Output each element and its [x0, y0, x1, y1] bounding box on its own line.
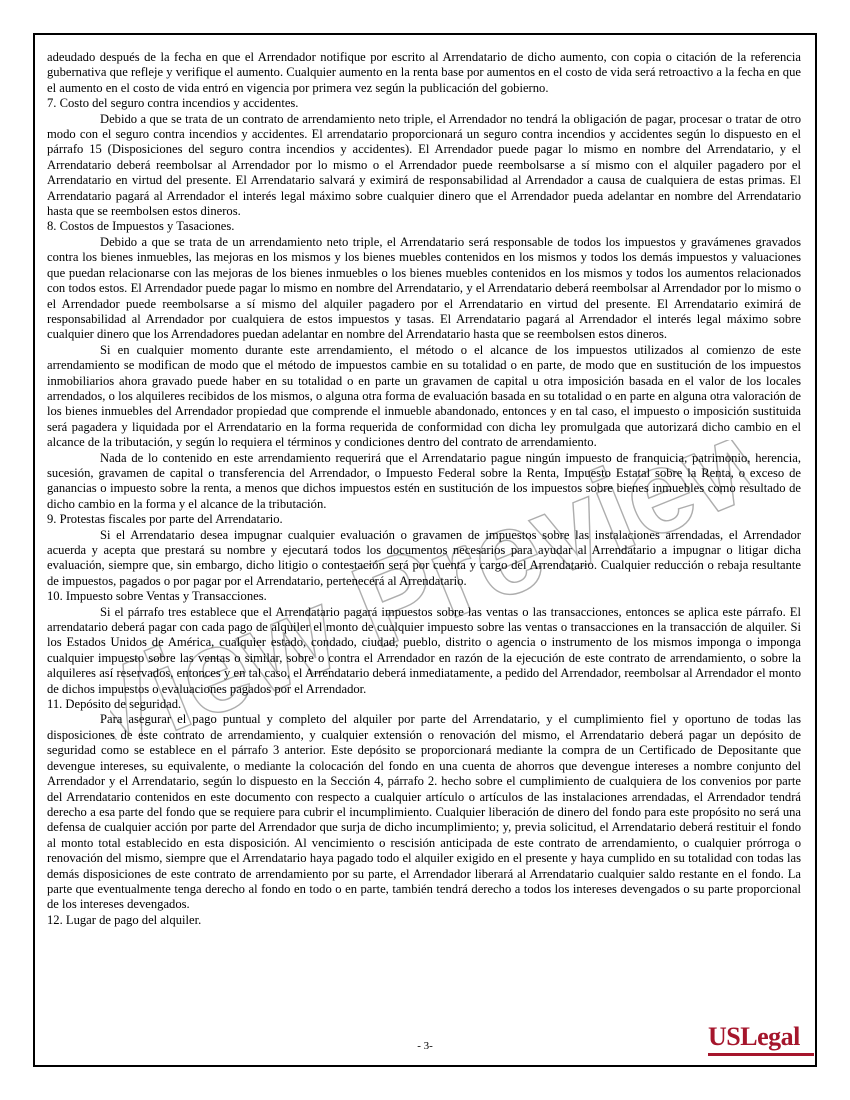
- section-heading-8: 8. Costos de Impuestos y Tasaciones.: [47, 219, 235, 234]
- paragraph: Debido a que se trata de un arrendamiento neto triple, el Arrendatario será responsable de todos los impuestos y gravámenes gravados contra los bienes inmuebles, las mejoras en los mismos y los bienes muebles contenidos en los mismos y todos los demás impuestos y valuaciones que puedan relacionarse con las mejoras de los bienes inmuebles o los bienes muebles contenidos en los mismos y todos los aumentos relacionados con todos estos. El Arrendador puede pagar lo mismo en nombre del Arrendatario, y el Arrendatario deberá reembolsar al Arrendador por lo mismo o el Arrendador puede reembolsarse a sí mismo del alquiler pagadero por el Arrendatario en virtud del presente. El Arrendatario eximirá de responsabilidad al Arrendador por cualquiera de estos impuestos y tasas. El Arrendatario pagará al Arrendador el interés legal máximo sobre cualquier dinero que los Arrendadores puedan adelantar en nombre del Arrendatario hasta que se reembolsen estos dineros.: [47, 234, 801, 342]
- watermark-text: View Preview: [110, 440, 750, 740]
- paragraph: adeudado después de la fecha en que el Arrendador notifique por escrito al Arrendatario de dicho aumento, con copia o citación de la referencia gubernativa que refleje y verifique el aumento. Cualquier aumento en la renta base por aumentos en el costo de vida será retroactivo a la fecha en que el aumento en el costo de vida entró en vigencia por primera vez según la publicación del gobierno.: [47, 50, 801, 95]
- section-heading-11: 11. Depósito de seguridad.: [47, 697, 182, 712]
- paragraph: Si el párrafo tres establece que el Arrendatario pagará impuestos sobre las ventas o las transacciones, entonces se aplica este párrafo. El arrendatario deberá pagar con cada pago de alquiler el monto de cualquier impuesto sobre las ventas o transacciones en la transacción de alquiler. Si los Estados Unidos de América, cualquier estado, condado, ciudad, pueblo, distrito o agencia o instrumento de los mismos imponga o imponga cualquier impuesto sobre las ventas o similar, sobre o contra el Arrendador en razón de la ejecución de este contrato de arrendamiento, o sobre la alquileres así reservados, entonces y en tal caso, el Arrendatario deberá inmediatamente, a pedido del Arrendador, reembolsar al Arrendador el monto de dichos impuestos o evaluaciones pagados por el Arrendador.: [47, 604, 801, 696]
- section-heading-7: 7. Costo del seguro contra incendios y accidentes.: [47, 96, 299, 111]
- uslegal-logo[interactable]: [708, 1024, 818, 1068]
- logo-underline: [708, 1053, 814, 1056]
- paragraph: Si el Arrendatario desea impugnar cualquier evaluación o gravamen de impuestos sobre las instalaciones arrendadas, el Arrendador acuerda y acepta que prestará su nombre y ejecutará todos los documentos necesarios para ayudar al Arrendatario a impugnar o litigar dicha evaluación, siempre que, sin embargo, dicho litigio o contestación será por cuenta y cargo del Arrendatario. Cualquier reducción o rebaja resultante de impuestos, pagados o por pagar por el Arrendatario, pertenecerá al Arrendatario.: [47, 527, 801, 588]
- paragraph: Nada de lo contenido en este arrendamiento requerirá que el Arrendatario pague ningún impuesto de franquicia, patrimonio, herencia, sucesión, gravamen de capital o transferencia del Arrendador, o Impuesto Federal sobre la Renta, Impuesto Estatal sobre la Renta, o exceso de ganancias o impuesto sobre la renta, a menos que dichos impuestos estén en sustitución de los impuestos sobre bienes inmuebles como resultado de dicho cambio en la forma y el alcance de la tributación.: [47, 450, 801, 511]
- document-body: [47, 50, 801, 928]
- section-heading-10: 10. Impuesto sobre Ventas y Transacciones.: [47, 589, 267, 604]
- section-heading-9: 9. Protestas fiscales por parte del Arrendatario.: [47, 512, 283, 527]
- page-number: - 3-: [417, 1040, 433, 1052]
- paragraph: Si en cualquier momento durante este arrendamiento, el método o el alcance de los impuestos utilizados al comienzo de este arrendamiento se modifican de modo que el método de impuestos cambie en su totalidad o en parte, de modo que en sustitución de los impuestos inmobiliarios ahora gravado puede haber en su totalidad o en parte un gravamen de capital u otra imposición basada en el valor de los locales arrendados, o los alquileres recibidos de los mismos, o alguna otra forma de evaluación basada en su totalidad o en parte en alguna otra valoración de los bienes inmuebles del Arrendador propiedad que comprende el inmueble abandonado, entonces y en tal caso, el impuesto o imposición sustituida será pagadera y liquidada por el Arrendatario en la forma requerida de conformidad con dicha ley promulgada que autorizará dicho cambio en el alcance de la tributación, y según lo requiera el términos y condiciones dentro del contrato de arrendamiento.: [47, 342, 801, 450]
- paragraph: Debido a que se trata de un contrato de arrendamiento neto triple, el Arrendador no tendrá la obligación de pagar, procesar o tratar de otro modo con el seguro contra incendios y accidentes. El arrendatario proporcionará un seguro contra incendios y accidentes según lo dispuesto en el párrafo 15 (Disposiciones del seguro contra incendios y accidentes). El Arrendador puede pagar lo mismo en nombre del Arrendatario, y el Arrendatario deberá reembolsar al Arrendador por lo mismo o el Arrendador puede reembolsarse a sí mismo con el alquiler pagadero por el Arrendatario en virtud del presente. El Arrendatario salvará y eximirá de responsabilidad al Arrendador a causa de cualquiera de estas primas. El Arrendatario pagará al Arrendador el interés legal máximo sobre cualquier dinero que el Arrendador pueda adelantar en nombre del Arrendatario hasta que se reembolsen estos dineros.: [47, 111, 801, 219]
- paragraph: Para asegurar el pago puntual y completo del alquiler por parte del Arrendatario, y el cumplimiento fiel y oportuno de todas las disposiciones de este contrato de arrendamiento, y cualquier extensión o renovación del mismo, el Arrendatario deberá pagar un depósito de seguridad como se establece en el párrafo 3 anterior. Este depósito se proporcionará mediante la compra de un Certificado de Depositante que devengue intereses, su equivalente, o mediante la colocación del fondo en una cuenta de ahorros que devengue intereses a nombre conjunto del Arrendador y el Arrendatario, según lo dispuesto en la Sección 4, párrafo 2. hecho sobre el cumplimiento de cualquiera de los convenios por parte del Arrendatario contenidos en este documento con respecto a cualquier artículo o artículos de las instalaciones arrendadas, el Arrendador tendrá derecho a esa parte del fondo que se requiere para cubrir el incumplimiento. Cualquier liberación de dinero del fondo para este propósito no será una defensa de cualquier acción por parte del Arrendador que surja de dicho incumplimiento; y, previa solicitud, el Arrendatario deberá restituir el fondo al monto total establecido en esta disposición. Al vencimiento o rescisión anticipada de este contrato de arrendamiento, o cualquier prórroga o renovación del mismo, siempre que el Arrendatario haya pagado todo el alquiler exigido en el presente y haya cumplido en su totalidad con todas las demás disposiciones de este contrato de arrendamiento por su parte, el Arrendador liberará al Arrendatario cualquier saldo restante en el fondo. La parte que eventualmente tenga derecho al fondo en todo o en parte, también tendrá derecho a todos los intereses devengados o su parte proporcional de los intereses devengados.: [47, 712, 801, 912]
- logo-text: USLegal: [708, 1022, 800, 1051]
- section-heading-12: 12. Lugar de pago del alquiler.: [47, 912, 202, 927]
